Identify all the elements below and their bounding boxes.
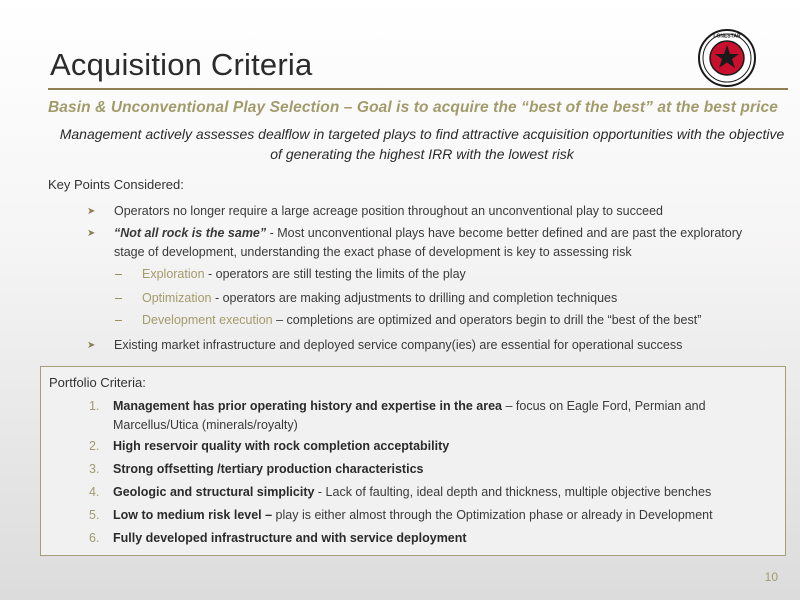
key-point-text: Existing market infrastructure and deployed service company(ies) are essential for operational success (114, 338, 683, 352)
criteria-title: Management has prior operating history and expertise in the area (113, 399, 502, 413)
company-seal-logo-icon (697, 28, 757, 88)
key-point-detail: - Most unconventional plays have become better defined and are past the exploratory stage of development, understanding the exact phase of development is key to assessing risk (114, 226, 743, 259)
title-divider (48, 88, 788, 90)
headline: Basin & Unconventional Play Selection – Goal is to acquire the “best of the best” at the best price (48, 99, 778, 116)
dash-bullet-icon: – (115, 313, 122, 327)
portfolio-criteria-box: Portfolio Criteria: 1. Management has prior operating history and expertise in the area – focus on Eagle Ford, Permian and Marcellus/Utica (minerals/royalty) 2. High reservoir quality with rock completion acceptability 3. Strong offsetting /tertiary production characteristics 4. Geologic and structural simplicity - Lack of faulting, ideal depth and thickness, multiple objective benches 5. Low to medium risk level – play is either almost through the Optimization phase or already in Development 6. Fully developed infrastructure and with service deployment (40, 366, 786, 556)
dash-bullet-icon: – (115, 267, 122, 281)
criteria-detail: – focus on Eagle Ford, Permian and Marcellus/Utica (minerals/royalty) (113, 399, 706, 432)
phase-detail: - operators are still testing the limits of the play (204, 267, 466, 281)
arrow-bullet-icon: ➤ (87, 206, 96, 217)
page-title: Acquisition Criteria (50, 47, 313, 82)
phase-term: Optimization (142, 291, 212, 305)
criteria-title: Low to medium risk level – (113, 508, 273, 522)
criteria-title: Geologic and structural simplicity (113, 485, 315, 499)
key-point-emphasis: “Not all rock is the same” (114, 226, 267, 240)
phase-detail: - operators are making adjustments to drilling and completion techniques (211, 291, 618, 305)
arrow-bullet-icon: ➤ (87, 228, 96, 239)
portfolio-label: Portfolio Criteria: (49, 375, 146, 390)
logo-text: LONESTAR (713, 33, 741, 40)
page-number: 10 (764, 570, 778, 584)
criteria-detail: - Lack of faulting, ideal depth and thickness, multiple objective benches (314, 485, 712, 499)
key-points-label: Key Points Considered: (48, 177, 184, 192)
key-point-text (114, 224, 774, 262)
key-point-2 (87, 224, 777, 264)
phase-term: Exploration (142, 267, 205, 281)
key-point-text: Operators no longer require a large acreage position throughout an unconventional play to succeed (114, 204, 663, 218)
phase-term: Development execution (142, 313, 273, 327)
arrow-bullet-icon: ➤ (87, 340, 96, 351)
subhead: Management actively assesses dealflow in targeted plays to find attractive acquisition opportunities with the objective of generating the highest IRR with the lowest risk (59, 126, 785, 162)
criteria-detail: play is either almost through the Optimization phase or already in Development (272, 508, 713, 522)
dash-bullet-icon: – (115, 291, 122, 305)
criteria-title: Fully developed infrastructure and with service deployment (113, 531, 467, 545)
phase-detail: – completions are optimized and operators begin to drill the “best of the best” (272, 313, 702, 327)
criteria-title: Strong offsetting /tertiary production characteristics (113, 462, 424, 476)
criteria-title: High reservoir quality with rock completion acceptability (113, 439, 450, 453)
portfolio-item-1: 1. Management has prior operating history and expertise in the area – focus on Eagle Ford, Permian and Marcellus/Utica (minerals/royalty) (89, 399, 706, 432)
